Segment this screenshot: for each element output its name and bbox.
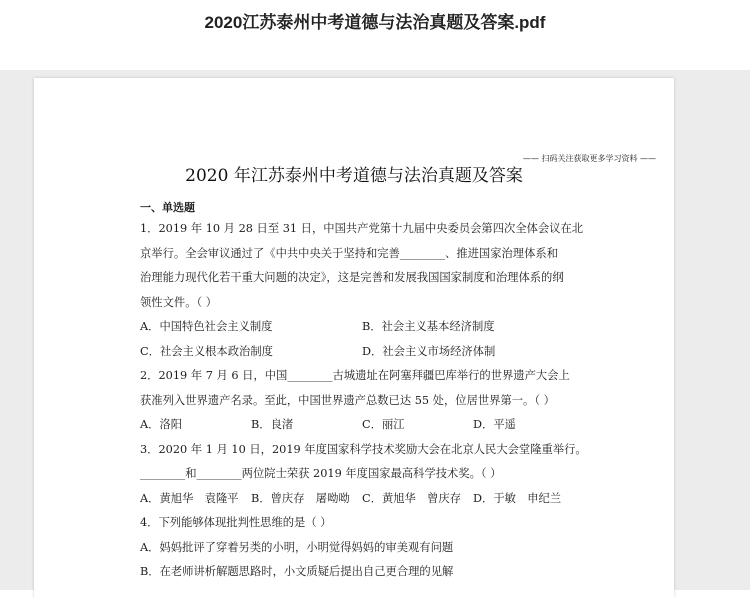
question-line: ________和________两位院士荣获 2019 年度国家最高科学技术奖。（ ） [140, 467, 502, 480]
option-d: D．于敏 申纪兰 [473, 491, 562, 505]
question-1 [140, 217, 584, 364]
question-line: 京举行。全会审议通过了《中共中央关于坚持和完善________、推进国家治理体系和 [140, 246, 558, 260]
pdf-page [34, 78, 674, 598]
title-bar [0, 0, 750, 70]
option-c: C．丽江 [362, 418, 405, 431]
option-b: B．社会主义基本经济制度 [362, 320, 495, 333]
question-line: 4．下列能够体现批判性思维的是（ ） [140, 516, 332, 529]
option-a: A．中国特色社会主义制度 [140, 320, 273, 333]
question-line: 2．2019 年 7 月 6 日，中国________古城遗址在阿塞拜疆巴库举行的世界遗产大会上 [140, 369, 570, 382]
question-line: 1．2019 年 10 月 28 日至 31 日，中国共产党第十九届中央委员会第四次全体会议在北 [140, 222, 584, 235]
question-line: 领性文件。（ ） [140, 295, 218, 309]
question-line: 获准列入世界遗产名录。至此，中国世界遗产总数已达 55 处，位居世界第一。（ ） [140, 393, 555, 407]
page-heading: 2020 年江苏泰州中考道德与法治真题及答案 [185, 166, 523, 186]
option-c: C．黄旭华 曾庆存 [362, 491, 462, 505]
document-file-title: 2020江苏泰州中考道德与法治真题及答案.pdf [204, 13, 546, 32]
qr-promo-note: —— 扫码关注获取更多学习资料 —— [522, 154, 656, 163]
question-line: 治理能力现代化若干重大问题的决定》，这是完善和发展我国国家制度和治理体系的纲 [140, 271, 564, 284]
question-content [140, 199, 587, 585]
question-line: 3．2020 年 1 月 10 日，2019 年度国家科学技术奖励大会在北京人民大会堂隆重举行。 [140, 442, 587, 456]
question-2 [140, 364, 572, 438]
option-a: A．妈妈批评了穿着另类的小明，小明觉得妈妈的审美观有问题 [140, 540, 454, 554]
option-b: B．曾庆存 屠呦呦 [251, 491, 350, 505]
option-row [140, 340, 572, 365]
option-c: C．社会主义根本政治制度 [140, 344, 273, 358]
option-d: D．社会主义市场经济体制 [362, 344, 496, 358]
option-b: B．良渚 [251, 418, 294, 431]
question-3 [140, 438, 587, 512]
option-row [140, 413, 572, 438]
option-b: B．在老师讲析解题思路时，小文质疑后提出自己更合理的见解 [140, 565, 454, 578]
option-d: D．平遥 [473, 418, 516, 431]
option-row [140, 487, 572, 512]
question-4 [140, 511, 572, 585]
option-a: A．洛阳 [140, 418, 183, 431]
section-title: 一、单选题 [140, 201, 195, 214]
option-row [140, 315, 572, 340]
option-a: A．黄旭华 袁隆平 [140, 491, 239, 505]
